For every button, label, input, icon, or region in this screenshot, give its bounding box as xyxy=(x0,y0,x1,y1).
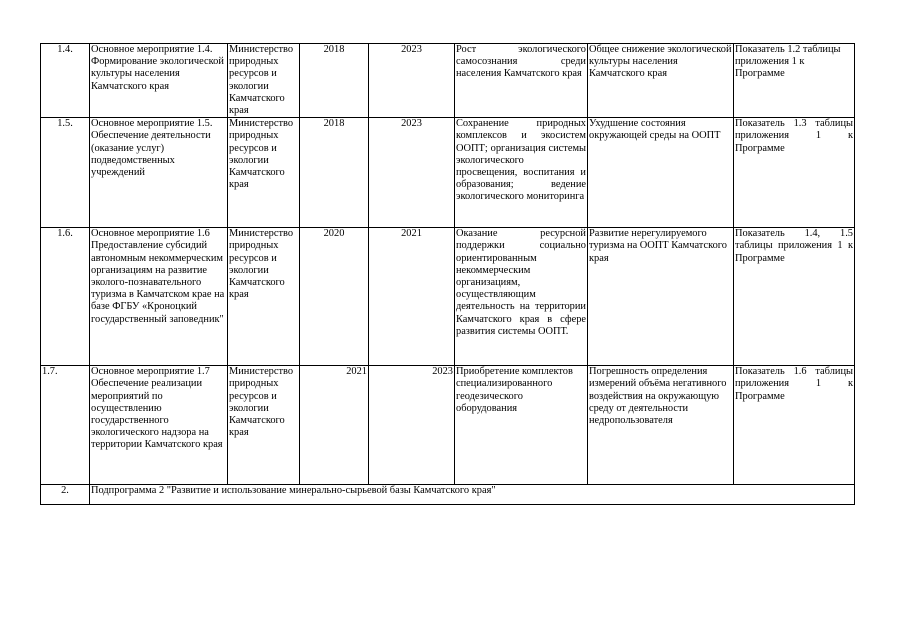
indicator-cell: Показатель 1.2 таблицы приложения 1 к Программе xyxy=(734,44,855,118)
result-cell: Рост экологического самосознания среди населения Камчатского края xyxy=(455,44,588,118)
start-year-cell: 2021 xyxy=(300,366,369,485)
row-number: 1.7. xyxy=(41,366,90,485)
subprogram-number: 2. xyxy=(41,485,90,505)
start-year-cell: 2018 xyxy=(300,44,369,118)
measure-cell: Основное мероприятие 1.5. Обеспечение деятельности (оказание услуг) подведомственных учреждений xyxy=(90,118,228,228)
result-cell: Оказание ресурсной поддержки социально ориентированным некоммерческим организациям, осуществляющим деятельность на территории Камчатского края в сфере развития системы ООПТ. xyxy=(455,228,588,366)
row-number: 1.4. xyxy=(41,44,90,118)
measures-table xyxy=(40,43,855,505)
indicator-cell: Показатель 1.3 таблицы приложения 1 к Программе xyxy=(734,118,855,228)
executor-cell: Министерство природных ресурсов и экологии Камчатского края xyxy=(228,366,300,485)
indicator-cell: Показатель 1.4, 1.5 таблицы приложения 1 к Программе xyxy=(734,228,855,366)
table-row xyxy=(41,228,855,366)
subprogram-title: Подпрограмма 2 "Развитие и использование минерально-сырьевой базы Камчатского края" xyxy=(90,485,855,505)
row-number: 1.6. xyxy=(41,228,90,366)
consequence-cell: Погрешность определения измерений объёма негативного воздействия на окружающую среду от деятельности недропользователя xyxy=(588,366,734,485)
end-year-cell: 2023 xyxy=(369,118,455,228)
subprogram-row xyxy=(41,485,855,505)
measure-cell: Основное мероприятие 1.4. Формирование экологической культуры населения Камчатского края xyxy=(90,44,228,118)
indicator-cell: Показатель 1.6 таблицы приложения 1 к Программе xyxy=(734,366,855,485)
executor-cell: Министерство природных ресурсов и экологии Камчатского края xyxy=(228,118,300,228)
executor-cell: Министерство природных ресурсов и экологии Камчатского края xyxy=(228,228,300,366)
end-year-cell: 2023 xyxy=(369,366,455,485)
executor-cell: Министерство природных ресурсов и экологии Камчатского края xyxy=(228,44,300,118)
measure-cell: Основное мероприятие 1.7 Обеспечение реализации мероприятий по осуществлению государственного экологического надзора на территории Камчатского края xyxy=(90,366,228,485)
end-year-cell: 2021 xyxy=(369,228,455,366)
consequence-cell: Ухудшение состояния окружающей среды на ООПТ xyxy=(588,118,734,228)
consequence-cell: Общее снижение экологической культуры населения Камчатского края xyxy=(588,44,734,118)
row-number: 1.5. xyxy=(41,118,90,228)
end-year-cell: 2023 xyxy=(369,44,455,118)
result-cell: Приобретение комплектов специализированного геодезического оборудования xyxy=(455,366,588,485)
table-row xyxy=(41,118,855,228)
consequence-cell: Развитие нерегулируемого туризма на ООПТ Камчатского края xyxy=(588,228,734,366)
result-cell: Сохранение природных комплексов и экосистем ООПТ; организация системы экологического просвещения, воспитания и образования; ведение экологического мониторинга xyxy=(455,118,588,228)
start-year-cell: 2018 xyxy=(300,118,369,228)
measure-cell: Основное мероприятие 1.6 Предоставление субсидий автономным некоммерческим организациям на развитие эколого-познавательного туризма в Камчатском крае на базе ФГБУ «Кроноцкий государственный заповедник" xyxy=(90,228,228,366)
table-row xyxy=(41,366,855,485)
start-year-cell: 2020 xyxy=(300,228,369,366)
table-row xyxy=(41,44,855,118)
